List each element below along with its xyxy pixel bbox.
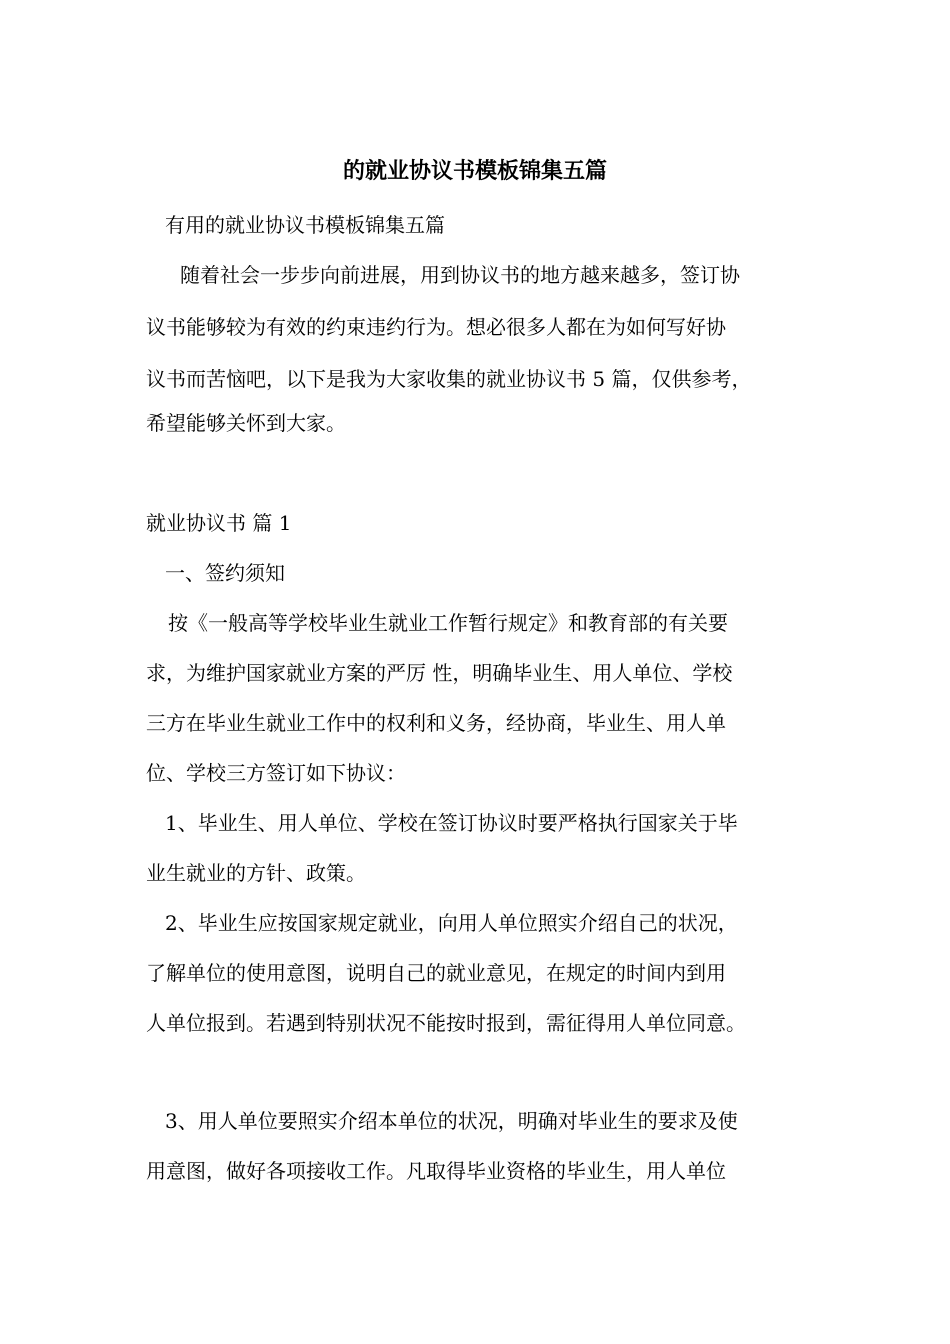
para1-line-1: 按《一般高等学校毕业生就业工作暂行规定》和教育部的有关要 [168,611,728,635]
section-heading: 就业协议书 篇 1 [146,511,292,535]
document-subtitle: 有用的就业协议书模板锦集五篇 [165,213,445,237]
part-heading: 一、签约须知 [165,561,285,585]
intro-line-1: 随着社会一步步向前进展，用到协议书的地方越来越多，签订协 [180,263,740,287]
intro-line-3: 议书而苦恼吧，以下是我为大家收集的就业协议书 5 篇，仅供参考， [146,367,752,391]
para1-line-4: 位、学校三方签订如下协议： [146,761,406,785]
item2-line-2: 了解单位的使用意图，说明自己的就业意见，在规定的时间内到用 [146,961,726,985]
item3-line-1: 3、用人单位要照实介绍本单位的状况，明确对毕业生的要求及使 [165,1109,738,1133]
para1-line-2: 求，为维护国家就业方案的严厉 性，明确毕业生、用人单位、学校 [146,661,733,685]
para1-line-3: 三方在毕业生就业工作中的权利和义务，经协商，毕业生、用人单 [146,711,726,735]
item2-line-1: 2、毕业生应按国家规定就业，向用人单位照实介绍自己的状况， [165,911,738,935]
item2-line-3: 人单位报到。若遇到特别状况不能按时报到，需征得用人单位同意。 [146,1011,746,1035]
intro-line-4: 希望能够关怀到大家。 [146,411,346,435]
document-title: 的就业协议书模板锦集五篇 [342,158,607,184]
intro-line-2: 议书能够较为有效的约束违约行为。想必很多人都在为如何写好协 [146,315,726,339]
item1-line-2: 业生就业的方针、政策。 [146,861,366,885]
item3-line-2: 用意图，做好各项接收工作。凡取得毕业资格的毕业生，用人单位 [146,1159,726,1183]
item1-line-1: 1、毕业生、用人单位、学校在签订协议时要严格执行国家关于毕 [165,811,738,835]
